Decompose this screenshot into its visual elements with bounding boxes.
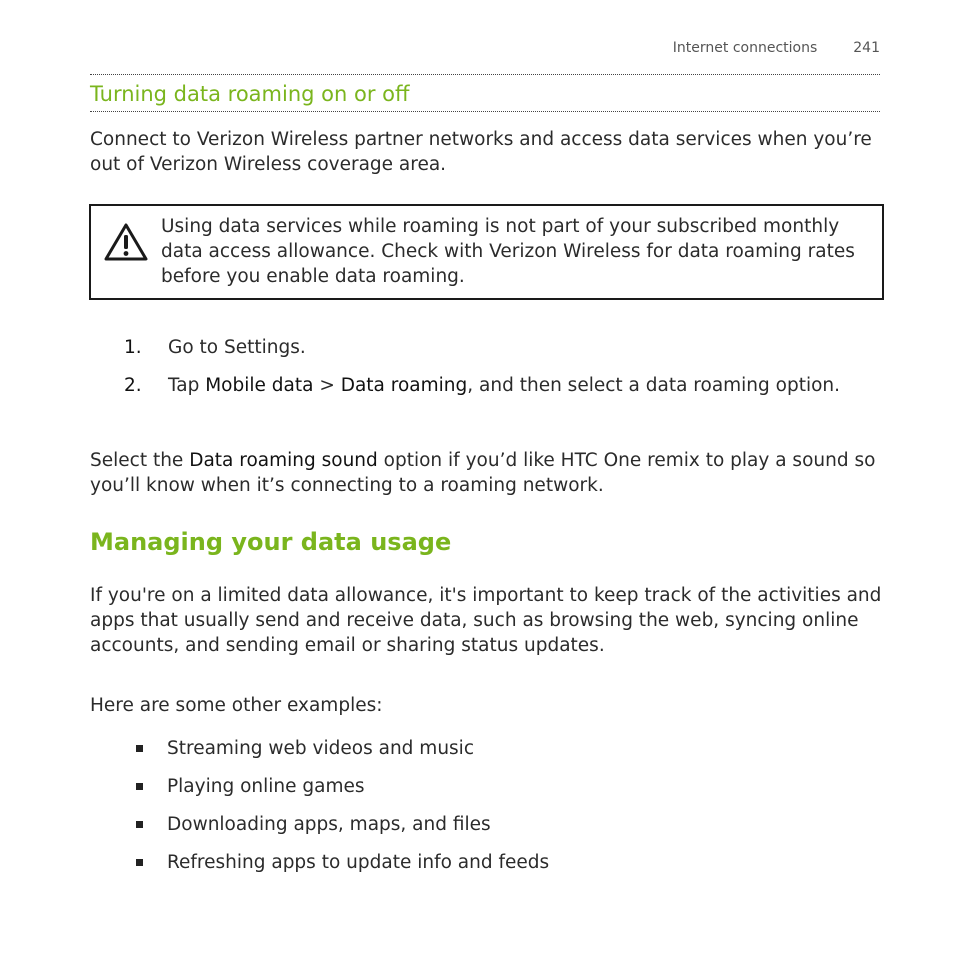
roaming-sound-note xyxy=(90,448,890,498)
bullet-icon xyxy=(136,745,143,752)
warning-triangle-icon xyxy=(103,222,149,262)
list-item-text: Refreshing apps to update info and feeds xyxy=(167,852,550,873)
header-section-name: Internet connections xyxy=(672,40,818,56)
ui-label-data-roaming: Data roaming xyxy=(340,375,468,396)
step-2 xyxy=(124,373,864,427)
step-text-suffix: , and then select a data roaming option. xyxy=(467,375,841,396)
note-prefix: Select the xyxy=(90,450,190,471)
title-rule-bottom xyxy=(90,111,880,112)
section-title-data-usage: Managing your data usage xyxy=(90,528,452,556)
ui-label-mobile-data: Mobile data xyxy=(205,375,314,396)
bullet-icon xyxy=(136,783,143,790)
ui-label-data-roaming-sound: Data roaming sound xyxy=(189,450,378,471)
warning-text: Using data services while roaming is not part of your subscribed monthly data access allowance. Check with Verizon Wireless for data roaming rates before you enable data roaming. xyxy=(161,216,855,287)
section-title-data-roaming: Turning data roaming on or off xyxy=(90,82,410,106)
running-header xyxy=(673,40,880,56)
list-item-text: Streaming web videos and music xyxy=(167,738,474,759)
step-separator: > xyxy=(313,375,341,396)
step-1 xyxy=(124,335,864,363)
title-rule-top xyxy=(90,74,880,75)
step-text-prefix: Tap xyxy=(168,375,206,396)
step-number: 1. xyxy=(124,337,142,358)
step-text: Go to Settings. xyxy=(168,337,306,358)
data-roaming-intro: Connect to Verizon Wireless partner networks and access data services when you’re out of Verizon Wireless coverage area. xyxy=(90,129,872,175)
list-item-text: Downloading apps, maps, and files xyxy=(167,814,491,835)
warning-callout xyxy=(89,204,884,300)
bullet-icon xyxy=(136,821,143,828)
bullet-icon xyxy=(136,859,143,866)
examples-lead: Here are some other examples: xyxy=(90,695,383,716)
step-text xyxy=(168,373,868,399)
note-suffix: option if you’d like HTC One remix to play a sound so you’ll know when it’s connecting to a roaming network. xyxy=(90,450,876,496)
page-number: 241 xyxy=(853,40,880,56)
data-usage-intro: If you're on a limited data allowance, it's important to keep track of the activities and apps that usually send and receive data, such as browsing the web, syncing online accounts, and sending email or sharing status updates. xyxy=(90,585,882,656)
step-number: 2. xyxy=(124,375,142,396)
list-item-text: Playing online games xyxy=(167,776,365,797)
